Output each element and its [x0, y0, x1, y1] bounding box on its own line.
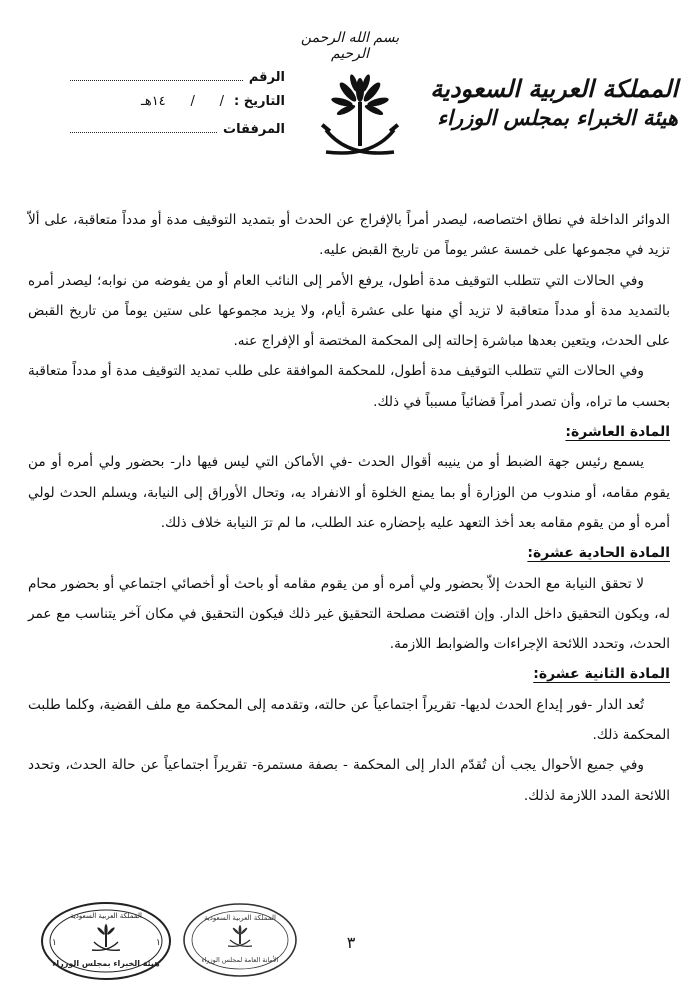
paragraph: وفي جميع الأحوال يجب أن تُقدّم الدار إلى المحكمة - بصفة مستمرة- تقريراً اجتماعياً عن حالة الحدث، وتحدد اللائحة المدد اللازمة لذلك. — [28, 757, 670, 804]
date-value: / / ١٤هـ — [141, 94, 225, 109]
attachments-row — [70, 120, 285, 146]
date-label: التاريخ : — [234, 94, 285, 109]
paragraph: تُعد الدار -فور إيداع الحدث لديها- تقريراً اجتماعياً عن حالته، وتقدمه إلى المحكمة مع ملف القضية، وكلما طلبت المحكمة ذلك. — [28, 696, 670, 744]
page-number: ٣ — [346, 933, 356, 952]
reference-number-line — [70, 68, 243, 81]
paragraph: وفي الحالات التي تتطلب التوقيف مدة أطول، للمحكمة الموافقة على طلب تمديد التوقيف مدة أو مدداً متعاقبة بحسب ما تراه، وأن تصدر أمراً قضائياً مسبباً في ذلك. — [28, 363, 670, 410]
svg-text:١: ١ — [52, 938, 57, 948]
kingdom-name: المملكة العربية السعودية — [430, 74, 678, 103]
article-heading-10: المادة العاشرة: — [565, 424, 670, 441]
saudi-emblem-icon — [318, 72, 402, 168]
reference-block — [70, 68, 285, 146]
official-stamp-icon — [180, 900, 300, 980]
paragraph: الدوائر الداخلة في نطاق اختصاصه، ليصدر أمراً بالإفراج عن الحدث أو بتمديد التوقيف مدة أو مدداً متعاقبة، على ألاّ تزيد في مجموعها على خمسة عشر يوماً من تاريخ القبض عليه. — [28, 212, 670, 259]
organization-letterhead — [428, 74, 678, 132]
stamp-top-text: المملكة العربية السعودية — [70, 912, 142, 920]
svg-text:١: ١ — [156, 938, 161, 948]
stamp-top-text: المملكة العربية السعودية — [204, 914, 276, 922]
article-heading-11: المادة الحادية عشرة: — [527, 545, 670, 562]
basmala: بسم الله الرحمن الرحيم — [300, 30, 400, 62]
agency-name: هيئة الخبراء بمجلس الوزراء — [437, 105, 678, 130]
document-body — [28, 205, 670, 811]
paragraph: يسمع رئيس جهة الضبط أو من ينيبه أقوال الحدث -في الأماكن التي ليس فيها دار- بحضور ولي أمره أو من يقوم مقامه، أو مندوب من الوزارة أو بما يمنع الخلوة أو الانفراد به، وتحال الأوراق إلى النيابة، ويسلم الحدث لولي أمره أو من يقوم مقامه بعد أخذ التعهد عليه بإحضاره عند الطلب، ما لم ترَ النيابة خلاف ذلك. — [28, 454, 670, 531]
paragraph: وفي الحالات التي تتطلب التوقيف مدة أطول، يرفع الأمر إلى النائب العام أو من يفوضه من نوابه؛ ليصدر أمره بالتمديد مدة أو مدداً متعاقبة لا تزيد أي منها على عشرة أيام، ولا يزيد مجموعها على ستين يوماً من تاريخ القبض على الحدث، ويتعين بعدها مباشرة إحالته إلى المحكمة المختصة أو الإفراج عنه. — [28, 272, 670, 350]
paragraph: لا تحقق النيابة مع الحدث إلاّ بحضور ولي أمره أو من يقوم مقامه أو باحث أو أخصائي اجتماعي أو بحضور محام له، ويكون التحقيق داخل الدار. وإن اقتضت مصلحة التحقيق غير ذلك فيكون التحقيق في مكان آخر يتناسب مع عمر الحدث، وتحدد اللائحة الإجراءات والضوابط اللازمة. — [28, 575, 670, 653]
date-row — [70, 94, 285, 120]
stamp-bottom-text: هيئة الخبراء بمجلس الوزراء — [52, 959, 160, 968]
stamp-bottom-text: الأمانة العامة لمجلس الوزراء — [201, 956, 279, 964]
article-heading-12: المادة الثانية عشرة: — [533, 666, 670, 683]
attachments-label: المرفقات — [223, 122, 285, 137]
official-stamp-icon — [38, 900, 174, 982]
reference-number-label: الرقم — [248, 70, 285, 85]
attachments-line — [70, 120, 217, 133]
reference-number-row — [70, 68, 285, 94]
